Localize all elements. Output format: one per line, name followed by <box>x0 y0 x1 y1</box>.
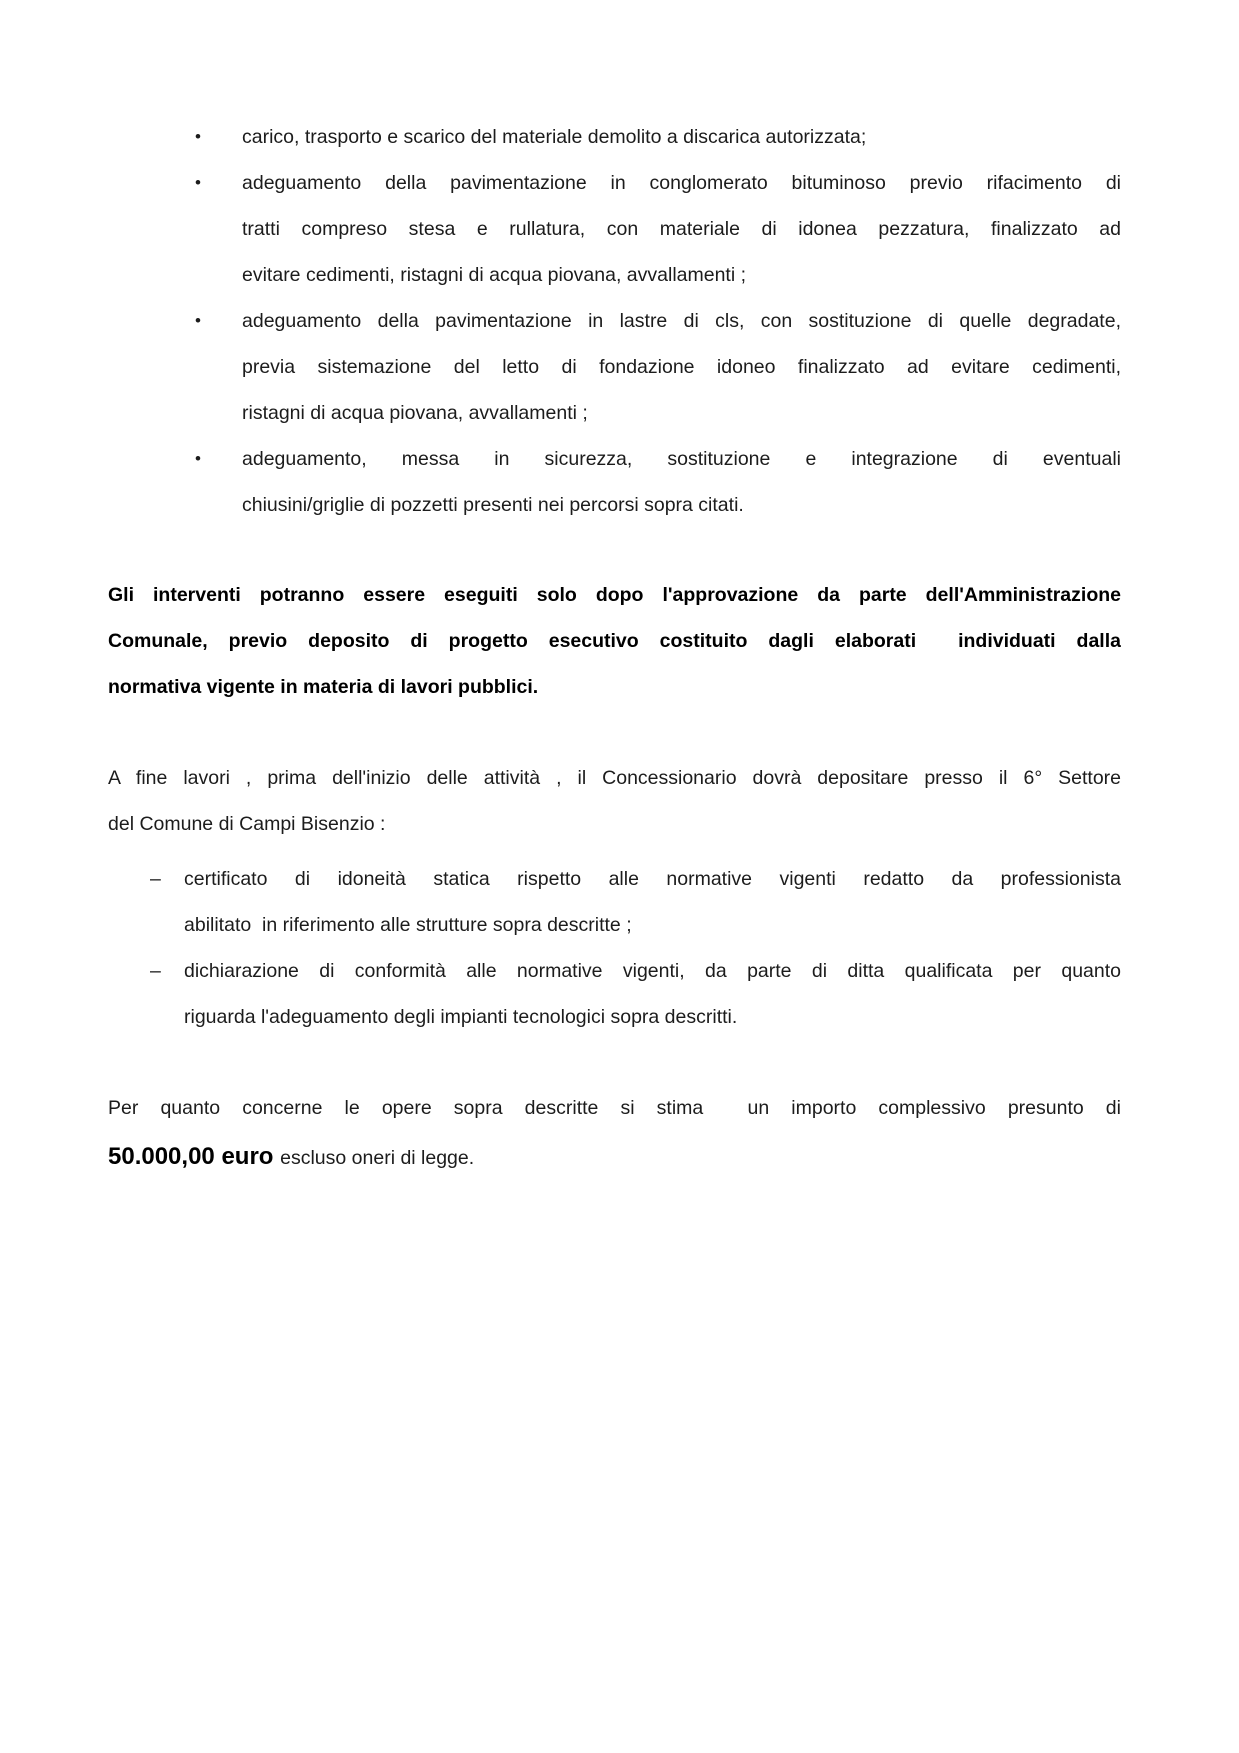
text-line: del Comune di Campi Bisenzio : <box>108 813 386 835</box>
text-line: dichiarazione di conformità alle normative vigenti, da parte di ditta qualificata per quanto <box>184 960 1121 982</box>
text-line: carico, trasporto e scarico del materiale demolito a discarica autorizzata; <box>242 126 867 148</box>
end-of-works-paragraph <box>108 755 1121 847</box>
list-item-text <box>184 948 1121 1040</box>
text-line: riguarda l'adeguamento degli impianti tecnologici sopra descritti. <box>184 1006 738 1028</box>
document-content <box>108 114 1121 1183</box>
bullet-marker: • <box>195 311 201 330</box>
text-line: normativa vigente in materia di lavori pubblici. <box>108 676 539 698</box>
list-item <box>195 298 1121 436</box>
text-segment: escluso oneri di legge. <box>280 1147 475 1169</box>
text-line: adeguamento della pavimentazione in conglomerato bituminoso previo rifacimento di <box>242 172 1121 194</box>
text-line: Comunale, previo deposito di progetto esecutivo costituito dagli elaborati individuati dalla <box>108 630 1121 652</box>
text-line: certificato di idoneità statica rispetto alle normative vigenti redatto da professionista <box>184 868 1121 890</box>
text-line: chiusini/griglie di pozzetti presenti nei percorsi sopra citati. <box>242 494 744 516</box>
list-item-text <box>242 436 1121 528</box>
dash-marker: – <box>150 868 161 890</box>
text-line: A fine lavori , prima dell'inizio delle attività , il Concessionario dovrà depositare presso il 6° Settore <box>108 767 1121 789</box>
dash-list <box>108 856 1121 1040</box>
list-item-text <box>242 298 1121 436</box>
text-line: previa sistemazione del letto di fondazione idoneo finalizzato ad evitare cedimenti, <box>242 356 1121 378</box>
text-line: ristagni di acqua piovana, avvallamenti ; <box>242 402 588 424</box>
list-item <box>195 436 1121 528</box>
approval-paragraph <box>108 572 1121 710</box>
list-item <box>195 114 1121 160</box>
text-line: Per quanto concerne le opere sopra descritte si stima un importo complessivo presunto di <box>108 1097 1121 1119</box>
bullet-marker: • <box>195 449 201 468</box>
text-line: adeguamento della pavimentazione in lastre di cls, con sostituzione di quelle degradate, <box>242 310 1121 332</box>
list-item-text <box>242 114 1121 160</box>
amount-text: 50.000,00 euro <box>108 1143 281 1170</box>
list-item-text <box>184 856 1121 948</box>
text-line: Gli interventi potranno essere eseguiti solo dopo l'approvazione da parte dell'Amministrazione <box>108 584 1121 606</box>
dash-marker: – <box>150 960 161 982</box>
list-item <box>150 856 1121 948</box>
list-item <box>150 948 1121 1040</box>
text-line <box>108 1131 1121 1183</box>
bullet-list <box>108 114 1121 528</box>
text-line: abilitato in riferimento alle strutture sopra descritte ; <box>184 914 632 936</box>
text-line: tratti compreso stesa e rullatura, con materiale di idonea pezzatura, finalizzato ad <box>242 218 1121 240</box>
list-item <box>195 160 1121 298</box>
text-line: evitare cedimenti, ristagni di acqua piovana, avvallamenti ; <box>242 264 747 286</box>
text-line: adeguamento, messa in sicurezza, sostituzione e integrazione di eventuali <box>242 448 1121 470</box>
cost-paragraph <box>108 1085 1121 1183</box>
list-item-text <box>242 160 1121 298</box>
bullet-marker: • <box>195 127 201 146</box>
bullet-marker: • <box>195 173 201 192</box>
